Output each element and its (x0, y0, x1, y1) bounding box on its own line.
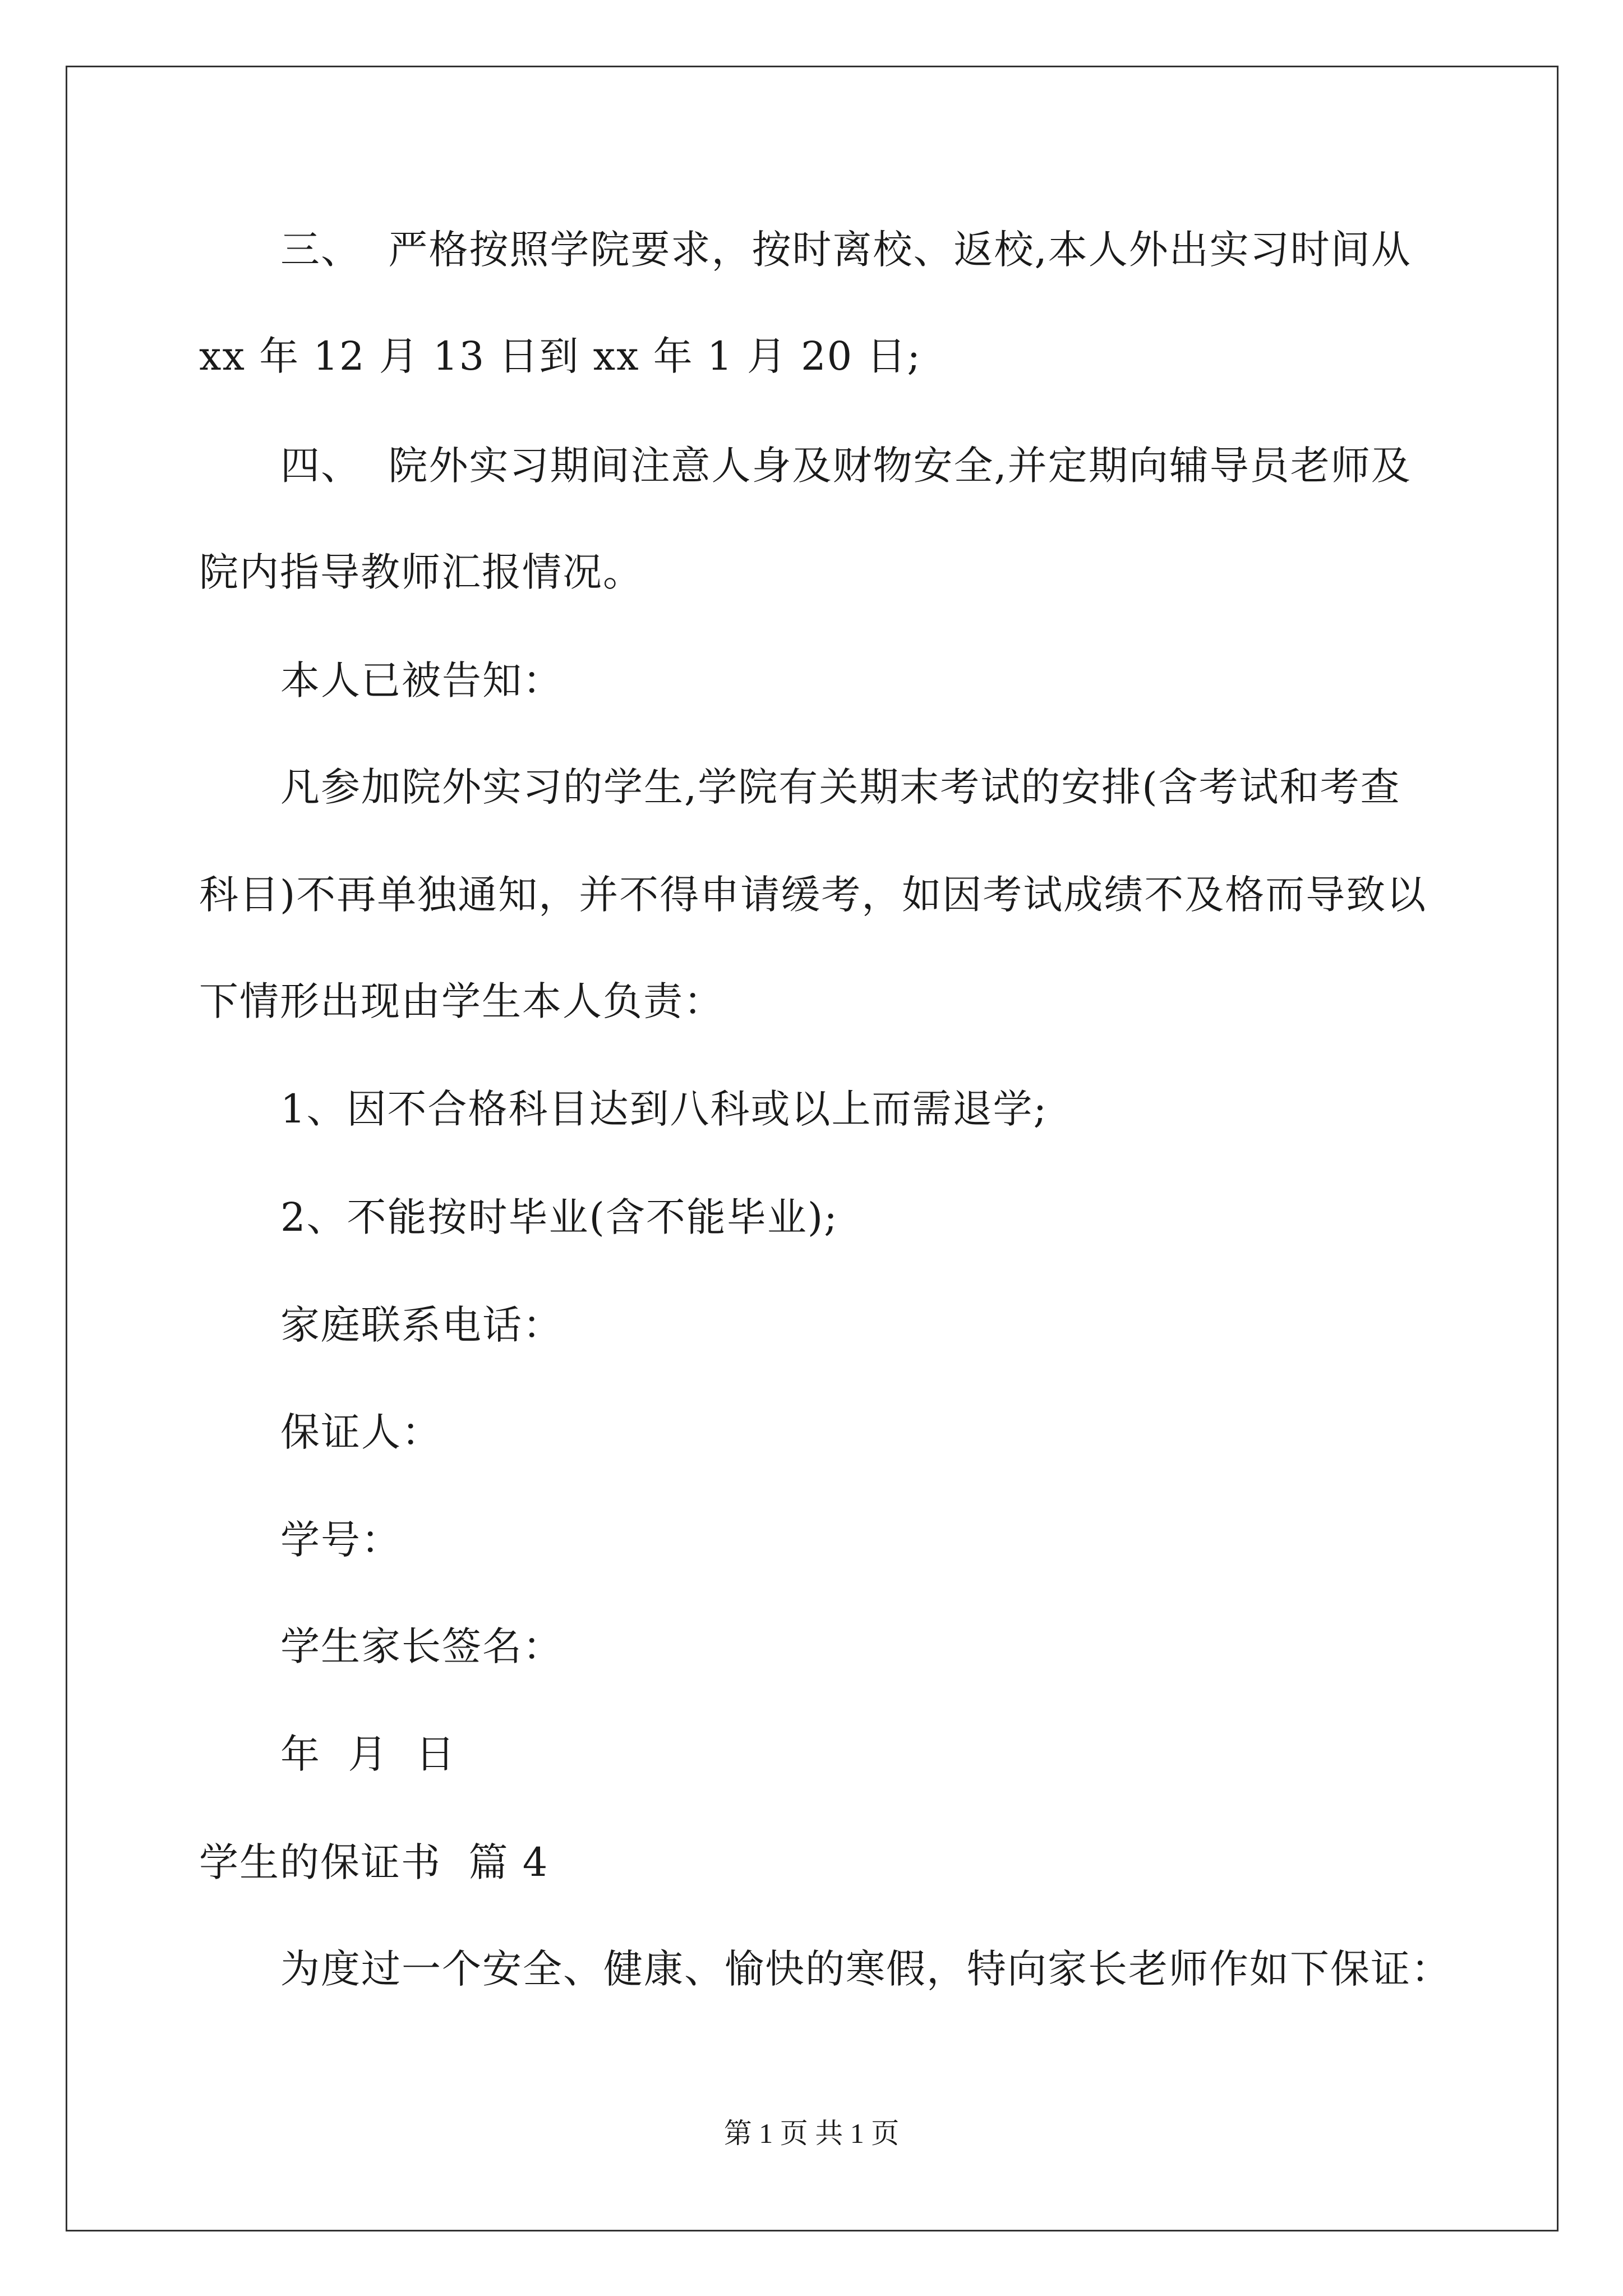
paragraph-line: 科目)不再单独通知，并不得申请缓考，如因考试成绩不及格而导致以 (199, 872, 1427, 918)
paragraph-line: 为度过一个安全、健康、愉快的寒假，特向家长老师作如下保证： (280, 1946, 1451, 1992)
section-heading: 学生的保证书 篇 4 (199, 1839, 549, 1885)
paragraph-line: xx 年 12 月 13 日到 xx 年 1 月 20 日; (199, 333, 922, 379)
paragraph-line: 学生家长签名： (280, 1623, 563, 1669)
paragraph-line: 下情形出现由学生本人负责： (199, 978, 724, 1024)
paragraph-line: 家庭联系电话： (280, 1302, 563, 1348)
paragraph-line: 凡参加院外实习的学生,学院有关期末考试的安排(含考试和考查 (280, 764, 1401, 810)
paragraph-line: 四、 院外实习期间注意人身及财物安全,并定期向辅导员老师及 (280, 443, 1412, 489)
paragraph-line: 保证人： (280, 1409, 442, 1455)
paragraph-line: 院内指导教师汇报情况。 (199, 549, 643, 595)
paragraph-line: 年 月 日 (280, 1731, 457, 1777)
paragraph-line: 1、因不合格科目达到八科或以上而需退学; (280, 1086, 1048, 1132)
page-border (66, 66, 1559, 2231)
paragraph-line: 三、 严格按照学院要求，按时离校、返校,本人外出实习时间从 (280, 227, 1412, 273)
paragraph-line: 本人已被告知： (280, 657, 563, 703)
paragraph-line: 2、不能按时毕业(含不能毕业); (280, 1194, 838, 1240)
paragraph-line: 学号： (280, 1517, 402, 1563)
page-footer: 第 1 页 共 1 页 (723, 2118, 900, 2149)
